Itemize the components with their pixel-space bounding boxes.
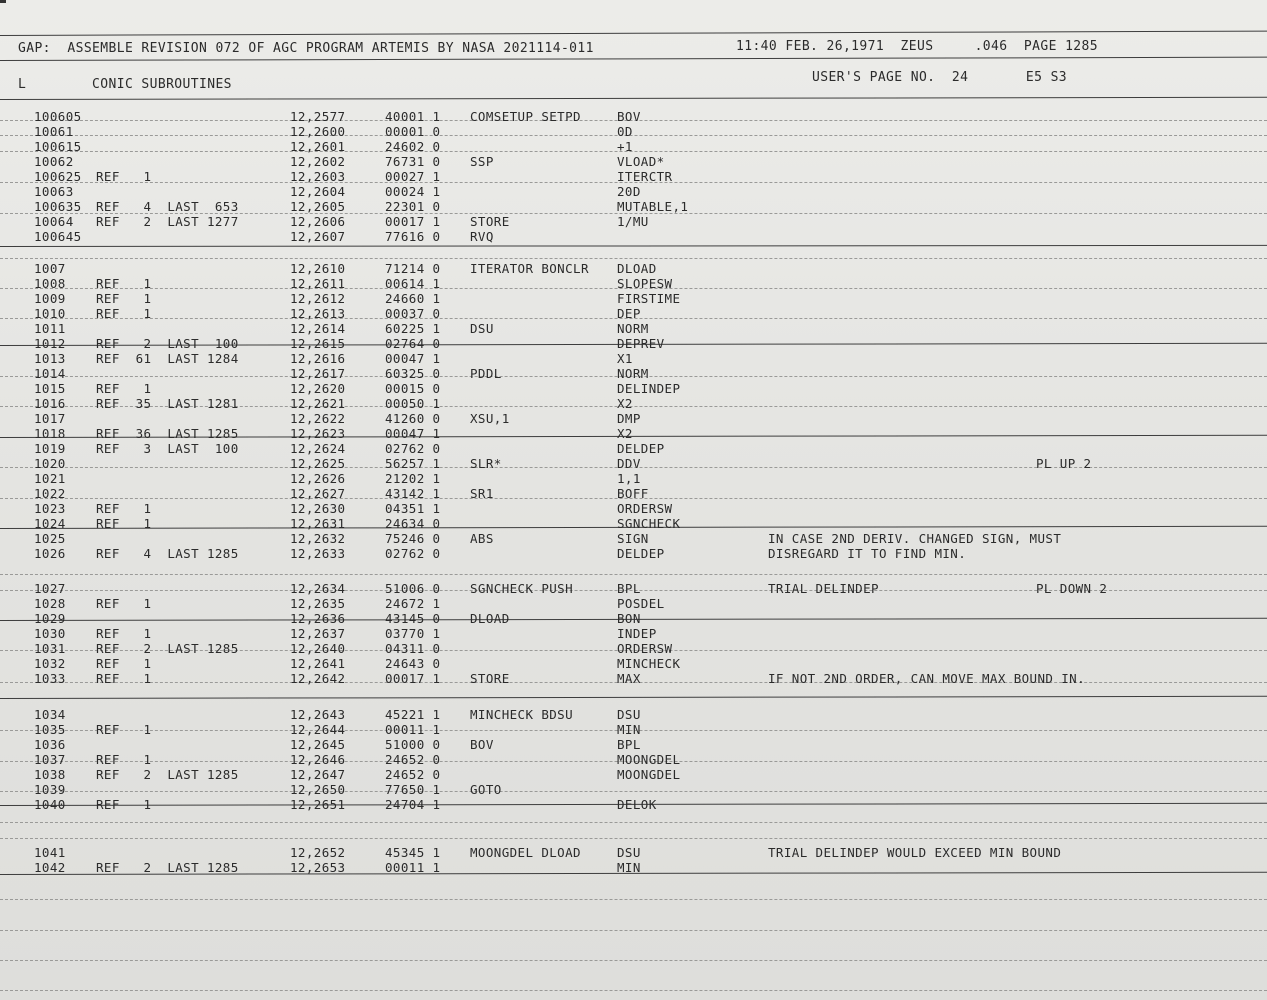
operand: DELDEP <box>617 441 665 456</box>
comment: IF NOT 2ND ORDER, CAN MOVE MAX BOUND IN. <box>768 671 1086 686</box>
operand: MAX <box>617 671 641 686</box>
reference-info: REF 4 LAST 1285 <box>96 546 239 561</box>
guide-line <box>0 960 1267 961</box>
reference-info: REF 35 LAST 1281 <box>96 396 239 411</box>
line-number: 1030 <box>34 626 66 641</box>
line-number: 1033 <box>34 671 66 686</box>
operand: DMP <box>617 411 641 426</box>
octal-word: 00001 0 <box>385 124 441 139</box>
octal-word: 71214 0 <box>385 261 441 276</box>
line-number: 1025 <box>34 531 66 546</box>
address: 12,2641 <box>290 656 346 671</box>
operand: MOONGDEL <box>617 752 681 767</box>
address: 12,2601 <box>290 139 346 154</box>
octal-word: 77616 0 <box>385 229 441 244</box>
address: 12,2602 <box>290 154 346 169</box>
comment: DISREGARD IT TO FIND MIN. <box>768 546 967 561</box>
line-number: 1007 <box>34 261 66 276</box>
label-opcode: MOONGDEL DLOAD <box>470 845 581 860</box>
address: 12,2642 <box>290 671 346 686</box>
label-opcode: SR1 <box>470 486 494 501</box>
address: 12,2633 <box>290 546 346 561</box>
octal-word: 45345 1 <box>385 845 441 860</box>
operand: BOV <box>617 109 641 124</box>
reference-info: REF 1 <box>96 626 152 641</box>
operand: ITERCTR <box>617 169 673 184</box>
listing-timestamp-page: 11:40 FEB. 26,1971 ZEUS .046 PAGE 1285 <box>736 39 1098 54</box>
operand: BPL <box>617 737 641 752</box>
guide-line <box>0 930 1267 931</box>
line-number: 1008 <box>34 276 66 291</box>
line-number: 1028 <box>34 596 66 611</box>
rule-line <box>0 31 1267 36</box>
operand: 0D <box>617 124 633 139</box>
line-number: 1031 <box>34 641 66 656</box>
address: 12,2643 <box>290 707 346 722</box>
operand: MIN <box>617 722 641 737</box>
line-number: 1038 <box>34 767 66 782</box>
octal-word: 03770 1 <box>385 626 441 641</box>
octal-word: 22301 0 <box>385 199 441 214</box>
line-number: 1017 <box>34 411 66 426</box>
line-number: 10062 <box>34 154 74 169</box>
pushdown-note: PL DOWN 2 <box>1036 581 1108 596</box>
operand: X2 <box>617 396 633 411</box>
reference-info: REF 1 <box>96 169 152 184</box>
line-number: 1011 <box>34 321 66 336</box>
label-opcode: GOTO <box>470 782 502 797</box>
operand: DLOAD <box>617 261 657 276</box>
address: 12,2652 <box>290 845 346 860</box>
octal-word: 24652 0 <box>385 752 441 767</box>
operand: 20D <box>617 184 641 199</box>
line-number: 1010 <box>34 306 66 321</box>
octal-word: 24672 1 <box>385 596 441 611</box>
operand: SIGN <box>617 531 649 546</box>
address: 12,2622 <box>290 411 346 426</box>
octal-word: 00050 1 <box>385 396 441 411</box>
address: 12,2607 <box>290 229 346 244</box>
operand: DELOK <box>617 797 657 812</box>
guide-line <box>0 574 1267 575</box>
rule-line <box>0 696 1267 699</box>
address: 12,2604 <box>290 184 346 199</box>
label-opcode: XSU,1 <box>470 411 510 426</box>
reference-info: REF 1 <box>96 656 152 671</box>
octal-word: 24652 0 <box>385 767 441 782</box>
operand: X2 <box>617 426 633 441</box>
address: 12,2632 <box>290 531 346 546</box>
line-number: 1023 <box>34 501 66 516</box>
line-number: 10063 <box>34 184 74 199</box>
guide-line <box>0 899 1267 900</box>
address: 12,2627 <box>290 486 346 501</box>
reference-info: REF 1 <box>96 501 152 516</box>
line-number: 1027 <box>34 581 66 596</box>
guide-line <box>0 258 1267 259</box>
line-number: 1020 <box>34 456 66 471</box>
line-number: 1040 <box>34 797 66 812</box>
octal-word: 43142 1 <box>385 486 441 501</box>
line-number: 1034 <box>34 707 66 722</box>
label-opcode: COMSETUP SETPD <box>470 109 581 124</box>
address: 12,2620 <box>290 381 346 396</box>
address: 12,2611 <box>290 276 346 291</box>
operand: MUTABLE,1 <box>617 199 689 214</box>
address: 12,2603 <box>290 169 346 184</box>
operand: BPL <box>617 581 641 596</box>
line-number: 1013 <box>34 351 66 366</box>
guide-line <box>0 151 1267 152</box>
operand: DSU <box>617 707 641 722</box>
line-number: 1009 <box>34 291 66 306</box>
reference-info: REF 2 LAST 1277 <box>96 214 239 229</box>
rule-line <box>0 97 1267 100</box>
octal-word: 04311 0 <box>385 641 441 656</box>
octal-word: 45221 1 <box>385 707 441 722</box>
comment: TRIAL DELINDEP WOULD EXCEED MIN BOUND <box>768 845 1062 860</box>
operand: DELDEP <box>617 546 665 561</box>
pushdown-note: PL UP 2 <box>1036 456 1092 471</box>
address: 12,2617 <box>290 366 346 381</box>
reference-info: REF 1 <box>96 306 152 321</box>
line-number: 100625 <box>34 169 82 184</box>
line-number: 1022 <box>34 486 66 501</box>
octal-word: 60225 1 <box>385 321 441 336</box>
octal-word: 21202 1 <box>385 471 441 486</box>
line-number: 1039 <box>34 782 66 797</box>
operand: DEP <box>617 306 641 321</box>
line-number: 100615 <box>34 139 82 154</box>
address: 12,2577 <box>290 109 346 124</box>
octal-word: 04351 1 <box>385 501 441 516</box>
reference-info: REF 4 LAST 653 <box>96 199 239 214</box>
operand: MINCHECK <box>617 656 681 671</box>
octal-word: 76731 0 <box>385 154 441 169</box>
line-number: 1015 <box>34 381 66 396</box>
octal-word: 00017 1 <box>385 214 441 229</box>
octal-word: 43145 0 <box>385 611 441 626</box>
octal-word: 24704 1 <box>385 797 441 812</box>
operand: ORDERSW <box>617 641 673 656</box>
address: 12,2626 <box>290 471 346 486</box>
comment: IN CASE 2ND DERIV. CHANGED SIGN, MUST <box>768 531 1062 546</box>
operand: DDV <box>617 456 641 471</box>
octal-word: 00017 1 <box>385 671 441 686</box>
reference-info: REF 1 <box>96 797 152 812</box>
line-number: 1024 <box>34 516 66 531</box>
address: 12,2634 <box>290 581 346 596</box>
operand: SLOPESW <box>617 276 673 291</box>
operand: FIRSTIME <box>617 291 681 306</box>
octal-word: 60325 0 <box>385 366 441 381</box>
address: 12,2623 <box>290 426 346 441</box>
address: 12,2615 <box>290 336 346 351</box>
line-number: 100635 <box>34 199 82 214</box>
address: 12,2631 <box>290 516 346 531</box>
operand: NORM <box>617 366 649 381</box>
guide-line <box>0 135 1267 136</box>
line-number: 1016 <box>34 396 66 411</box>
operand: DSU <box>617 845 641 860</box>
label-opcode: BOV <box>470 737 494 752</box>
line-number: 1026 <box>34 546 66 561</box>
operand: NORM <box>617 321 649 336</box>
label-opcode: STORE <box>470 214 510 229</box>
address: 12,2630 <box>290 501 346 516</box>
line-number: 1014 <box>34 366 66 381</box>
address: 12,2605 <box>290 199 346 214</box>
operand: MIN <box>617 860 641 875</box>
operand: DELINDEP <box>617 381 681 396</box>
label-opcode: DSU <box>470 321 494 336</box>
octal-word: 75246 0 <box>385 531 441 546</box>
reference-info: REF 3 LAST 100 <box>96 441 239 456</box>
reference-info: REF 36 LAST 1285 <box>96 426 239 441</box>
label-opcode: ITERATOR BONCLR <box>470 261 589 276</box>
address: 12,2610 <box>290 261 346 276</box>
label-opcode: SGNCHECK PUSH <box>470 581 574 596</box>
address: 12,2635 <box>290 596 346 611</box>
octal-word: 02764 0 <box>385 336 441 351</box>
section-title: L CONIC SUBROUTINES <box>18 77 232 92</box>
address: 12,2644 <box>290 722 346 737</box>
octal-word: 24634 0 <box>385 516 441 531</box>
address: 12,2650 <box>290 782 346 797</box>
line-number: 1018 <box>34 426 66 441</box>
address: 12,2625 <box>290 456 346 471</box>
address: 12,2606 <box>290 214 346 229</box>
reference-info: REF 1 <box>96 671 152 686</box>
operand: 1/MU <box>617 214 649 229</box>
listing-title: GAP: ASSEMBLE REVISION 072 OF AGC PROGRAM ARTEMIS BY NASA 2021114-011 <box>18 41 594 56</box>
reference-info: REF 61 LAST 1284 <box>96 351 239 366</box>
line-number: 1012 <box>34 336 66 351</box>
reference-info: REF 1 <box>96 291 152 306</box>
reference-info: REF 2 LAST 100 <box>96 336 239 351</box>
guide-line <box>0 838 1267 839</box>
octal-word: 77650 1 <box>385 782 441 797</box>
guide-line <box>0 990 1267 991</box>
operand: VLOAD* <box>617 154 665 169</box>
reference-info: REF 1 <box>96 516 152 531</box>
octal-word: 24643 0 <box>385 656 441 671</box>
address: 12,2651 <box>290 797 346 812</box>
line-number: 10064 <box>34 214 74 229</box>
octal-word: 00011 1 <box>385 722 441 737</box>
users-page-number: USER'S PAGE NO. 24 E5 S3 <box>812 70 1068 85</box>
octal-word: 24660 1 <box>385 291 441 306</box>
rule-line <box>0 57 1267 61</box>
address: 12,2624 <box>290 441 346 456</box>
octal-word: 00047 1 <box>385 426 441 441</box>
line-number: 10061 <box>34 124 74 139</box>
label-opcode: SSP <box>470 154 494 169</box>
address: 12,2646 <box>290 752 346 767</box>
reference-info: REF 1 <box>96 722 152 737</box>
address: 12,2647 <box>290 767 346 782</box>
operand: ORDERSW <box>617 501 673 516</box>
label-opcode: SLR* <box>470 456 502 471</box>
operand: 1,1 <box>617 471 641 486</box>
octal-word: 00037 0 <box>385 306 441 321</box>
octal-word: 24602 0 <box>385 139 441 154</box>
line-number: 1021 <box>34 471 66 486</box>
reference-info: REF 1 <box>96 752 152 767</box>
reference-info: REF 2 LAST 1285 <box>96 860 239 875</box>
operand: INDEP <box>617 626 657 641</box>
octal-word: 02762 0 <box>385 546 441 561</box>
octal-word: 00015 0 <box>385 381 441 396</box>
address: 12,2640 <box>290 641 346 656</box>
line-number: 1032 <box>34 656 66 671</box>
address: 12,2612 <box>290 291 346 306</box>
line-number: 100645 <box>34 229 82 244</box>
line-number: 1036 <box>34 737 66 752</box>
operand: MOONGDEL <box>617 767 681 782</box>
address: 12,2645 <box>290 737 346 752</box>
operand: BOFF <box>617 486 649 501</box>
line-number: 1041 <box>34 845 66 860</box>
operand: POSDEL <box>617 596 665 611</box>
line-number: 1035 <box>34 722 66 737</box>
label-opcode: RVQ <box>470 229 494 244</box>
octal-word: 00011 1 <box>385 860 441 875</box>
octal-word: 41260 0 <box>385 411 441 426</box>
reference-info: REF 1 <box>96 596 152 611</box>
address: 12,2636 <box>290 611 346 626</box>
address: 12,2621 <box>290 396 346 411</box>
octal-word: 40001 1 <box>385 109 441 124</box>
comment: TRIAL DELINDEP <box>768 581 879 596</box>
address: 12,2613 <box>290 306 346 321</box>
line-number: 1037 <box>34 752 66 767</box>
line-number: 1042 <box>34 860 66 875</box>
address: 12,2653 <box>290 860 346 875</box>
line-number: 1019 <box>34 441 66 456</box>
line-number: 1029 <box>34 611 66 626</box>
rule-line <box>0 245 1267 247</box>
octal-word: 00024 1 <box>385 184 441 199</box>
octal-word: 00614 1 <box>385 276 441 291</box>
guide-line <box>0 791 1267 792</box>
operand: +1 <box>617 139 633 154</box>
address: 12,2600 <box>290 124 346 139</box>
line-number: 100605 <box>34 109 82 124</box>
reference-info: REF 2 LAST 1285 <box>96 767 239 782</box>
address: 12,2614 <box>290 321 346 336</box>
label-opcode: DLOAD <box>470 611 510 626</box>
operand: SGNCHECK <box>617 516 681 531</box>
label-opcode: MINCHECK BDSU <box>470 707 574 722</box>
octal-word: 56257 1 <box>385 456 441 471</box>
label-opcode: PDDL <box>470 366 502 381</box>
operand: BON <box>617 611 641 626</box>
reference-info: REF 2 LAST 1285 <box>96 641 239 656</box>
reference-info: REF 1 <box>96 381 152 396</box>
octal-word: 51000 0 <box>385 737 441 752</box>
octal-word: 02762 0 <box>385 441 441 456</box>
operand: DEPREV <box>617 336 665 351</box>
label-opcode: STORE <box>470 671 510 686</box>
label-opcode: ABS <box>470 531 494 546</box>
reference-info: REF 1 <box>96 276 152 291</box>
operand: X1 <box>617 351 633 366</box>
address: 12,2616 <box>290 351 346 366</box>
address: 12,2637 <box>290 626 346 641</box>
guide-line <box>0 822 1267 823</box>
punch-mark <box>0 0 6 3</box>
octal-word: 00027 1 <box>385 169 441 184</box>
octal-word: 00047 1 <box>385 351 441 366</box>
octal-word: 51006 0 <box>385 581 441 596</box>
